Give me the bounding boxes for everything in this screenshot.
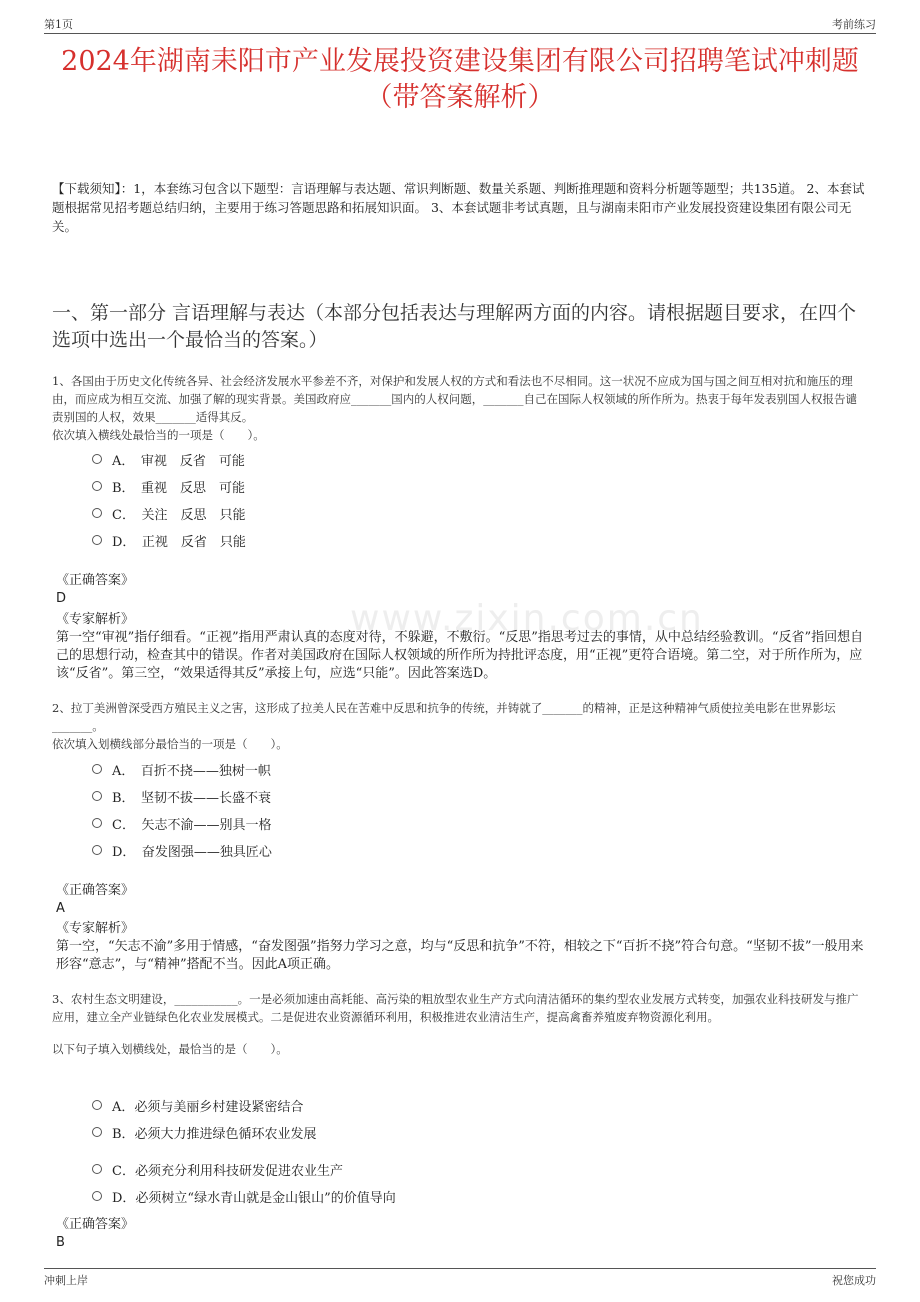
page-header xyxy=(44,12,876,32)
answer-label: 《正确答案》 xyxy=(56,1217,135,1232)
answer-value: B xyxy=(56,1235,65,1250)
radio-icon[interactable] xyxy=(92,1191,102,1201)
download-notice: 【下载须知】：1，本套练习包含以下题型：言语理解与表达题、常识判断题、数量关系题、判断推理题和资料分析题等题型；共135道。 2、本套试题根据常见招考题总结归纳，主要用于练习答题思路和拓展知识面。 3、本套试题非考试真题，且与湖南耒阳市产业发展投资建设集团有限公司无关。 xyxy=(52,181,865,234)
analysis-text: 第一空，“矢志不渝”多用于情感，“奋发图强”指努力学习之意，均与“反思和抗争”不符，相较之下“百折不挠”符合句意。“坚韧不拔”一般用来形容“意志”，与“精神”搭配不当。因此A项正确。 xyxy=(56,939,864,972)
radio-icon[interactable] xyxy=(92,1127,102,1137)
analysis-text: 第一空“审视”指仔细看。“正视”指用严肃认真的态度对待，不躲避，不敷衍。“反思”指思考过去的事情，从中总结经验教训。“反省”指回想自己的思想行动，检查其中的错误。作者对美国政府在国际人权领域的所作所为持批评态度，用“正视”更符合语境。第二空，对于所作所为，应该“反省”。第三空，“效果适得其反”承接上句，应选“只能”。因此答案选D。 xyxy=(56,630,864,681)
watermark: www.zixin.com.cn xyxy=(350,598,704,639)
section-heading: 一、第一部分 言语理解与表达（本部分包括表达与理解两方面的内容。请根据题目要求，在四个选项中选出一个最恰当的答案。） xyxy=(52,302,857,351)
radio-icon[interactable] xyxy=(92,791,102,801)
analysis-label: 《专家解析》 xyxy=(56,921,135,936)
radio-icon[interactable] xyxy=(92,481,102,491)
option-a[interactable]: A．必须与美丽乡村建设紧密结合 xyxy=(92,1095,303,1115)
footer-left-text: 冲刺上岸 xyxy=(44,1274,88,1287)
radio-icon[interactable] xyxy=(92,1100,102,1110)
radio-icon[interactable] xyxy=(92,764,102,774)
option-b[interactable]: B． 坚韧不拔——长盛不衰 xyxy=(92,786,271,806)
radio-icon[interactable] xyxy=(92,845,102,855)
option-d[interactable]: D．必须树立“绿水青山就是金山银山”的价值导向 xyxy=(92,1186,396,1206)
question-3-instruction: 以下句子填入划横线处，最恰当的是（ ）。 xyxy=(52,1042,288,1056)
radio-icon[interactable] xyxy=(92,508,102,518)
analysis-label: 《专家解析》 xyxy=(56,612,135,627)
answer-value: D xyxy=(56,591,67,606)
radio-icon[interactable] xyxy=(92,818,102,828)
answer-label: 《正确答案》 xyxy=(56,573,135,588)
footer-right-text: 祝您成功 xyxy=(832,1274,876,1287)
radio-icon[interactable] xyxy=(92,454,102,464)
option-d[interactable]: D． 奋发图强——独具匠心 xyxy=(92,840,272,860)
answer-value: A xyxy=(56,901,65,916)
option-c[interactable]: C． 矢志不渝——别具一格 xyxy=(92,813,271,833)
question-1 xyxy=(52,372,868,444)
radio-icon[interactable] xyxy=(92,535,102,545)
question-1-prompt: 1、各国由于历史文化传统各异、社会经济发展水平参差不齐，对保护和发展人权的方式和看法也不尽相同。这一状况不应成为国与国之间互相对抗和施压的理由，而应成为相互交流、加强了解的现实背景。美国政府应_______国内的人权问题，_______自己在国际人权领域的所作所为。热衷于每年发表别国人权报告谴责别国的人权，效果_______适得其反。 xyxy=(52,374,857,424)
radio-icon[interactable] xyxy=(92,1164,102,1174)
footer-rule xyxy=(44,1268,876,1269)
option-d[interactable]: D． 正视 反省 只能 xyxy=(92,530,246,550)
header-rule xyxy=(44,33,876,34)
option-a[interactable]: A． 审视 反省 可能 xyxy=(92,449,245,469)
question-2-prompt: 2、拉丁美洲曾深受西方殖民主义之害，这形成了拉美人民在苦难中反思和抗争的传统，并铸就了_______的精神，正是这种精神气质使拉美电影在世界影坛_______。 xyxy=(52,701,836,733)
option-a[interactable]: A． 百折不挠——独树一帜 xyxy=(92,759,271,779)
question-3-prompt: 3、农村生态文明建设，___________。一是必须加速由高耗能、高污染的粗放型农业生产方式向清洁循环的集约型农业发展方式转变，加强农业科技研发与推广应用，建立全产业链绿色化农业发展模式。二是促进农业资源循环利用，积极推进农业清洁生产，提高禽畜养殖废弃物资源化利用。 xyxy=(52,992,859,1024)
question-2-instruction: 依次填入划横线部分最恰当的一项是（ ）。 xyxy=(52,737,288,751)
option-b[interactable]: B． 重视 反思 可能 xyxy=(92,476,245,496)
option-c[interactable]: C．必须充分利用科技研发促进农业生产 xyxy=(92,1159,343,1179)
option-c[interactable]: C． 关注 反思 只能 xyxy=(92,503,245,523)
question-1-instruction: 依次填入横线处最恰当的一项是（ ）。 xyxy=(52,428,265,442)
document-title: 2024年湖南耒阳市产业发展投资建设集团有限公司招聘笔试冲刺题（带答案解析） xyxy=(61,46,859,113)
question-3 xyxy=(52,990,868,1058)
header-tag: 考前练习 xyxy=(832,18,876,31)
answer-label: 《正确答案》 xyxy=(56,883,135,898)
option-b[interactable]: B．必须大力推进绿色循环农业发展 xyxy=(92,1122,317,1142)
page-number: 第1页 xyxy=(44,18,73,31)
question-2 xyxy=(52,699,868,753)
